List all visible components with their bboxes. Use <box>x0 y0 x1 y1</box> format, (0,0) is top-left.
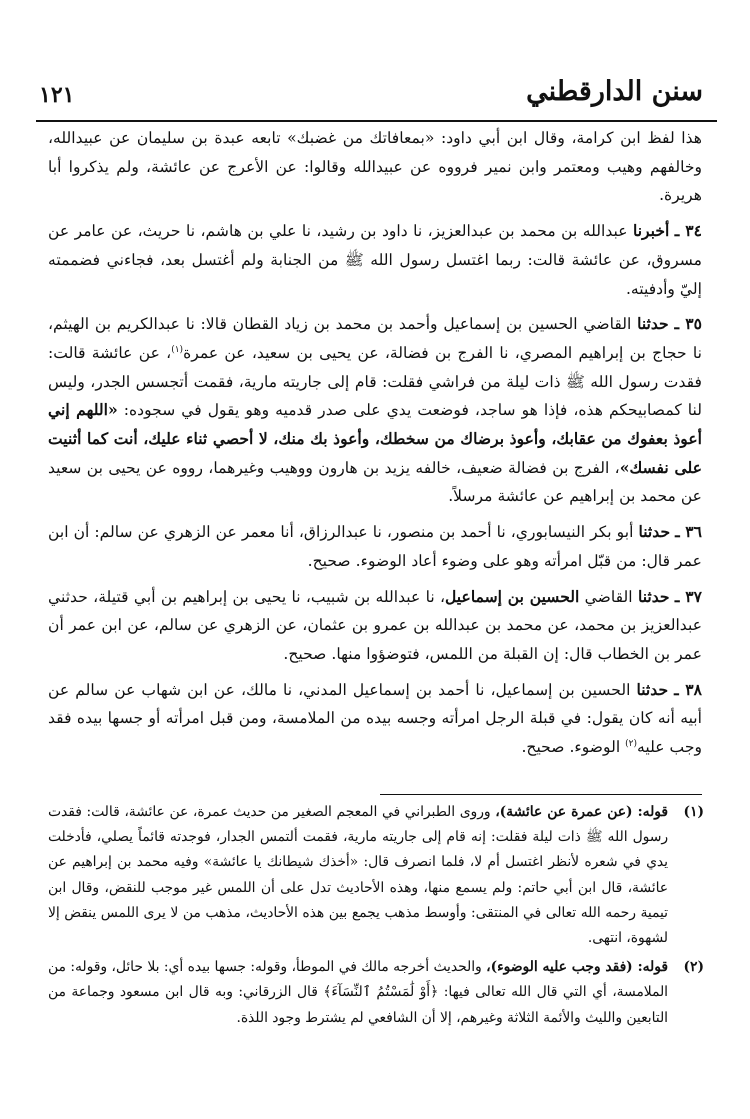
transmission-keyword: أخبرنا <box>632 221 670 241</box>
hadith-35 <box>48 310 702 511</box>
footnote-rule <box>380 794 702 795</box>
hadith-37 <box>48 583 702 669</box>
hadith-text: ، الفرج بن فضالة ضعيف، خالفه يزيد بن هارون ووهيب وغيرهما، رووه عن يحيى بن سعيد عن محمد بن إبراهيم عن عائشة مرسلاً. <box>48 458 702 506</box>
hadith-36 <box>48 518 702 575</box>
transmission-keyword: حدثنا <box>637 314 669 334</box>
hadith-text: الوضوء. <box>569 738 626 757</box>
hadith-number: ٣٧ ـ <box>674 586 702 606</box>
hadith-number: ٣٥ ـ <box>674 314 702 334</box>
hadith-text: ، عن عائشة قالت: فقدت رسول الله ﷺ ذات ليلة من فراشي فقلت: قام إلى جاريته مارية، فقمت أتجسس الجدر، وليس لنا كمصابيحكم هذه، فإذا هو ساجد، فوضعت يدي على صدر قدميه وهو يقول في سجوده: <box>48 343 702 420</box>
hadith-text: القاضي الحسين بن إسماعيل وأحمد بن محمد بن زياد القطان قالا: نا عبدالكريم بن الهيثم، نا حجاج بن إبراهيم المصري، نا الفرج بن فضالة، عن يحيى بن سعيد، عن عمرة <box>48 315 702 362</box>
footnote-text: وروى الطبراني في المعجم الصغير من حديث عمرة، عن عائشة، قالت: فقدت رسول الله ﷺ ذات ليلة فقلت: إنه قام إلى جاريته مارية، فقمت ألتمس الجدار، فوجدته قائماً يصلي، فأدخلت يدي في شعره لأنظر اغتسل أم لا، فلما انصرف قال: «أخذك شيطانك يا عائشة» وفيه محمد بن إبراهيم عن عائشة، قال ابن أبي حاتم: ولم يسمع منها، وهذه الأحاديث تدل على أن اللمس غير موجب للنقض، وقال ابن تيمية رحمه الله تعالى في المنتقى: وأوسط مذهب يجمع بين هذه الأحاديث، مذهب من لا يرى اللمس ينقض إلا لشهوة، انتهى. <box>48 804 668 947</box>
transmission-keyword: حدثنا <box>636 679 669 699</box>
footnote-number: (١) <box>683 804 704 820</box>
footnote-ref-1[interactable]: (١) <box>171 344 184 355</box>
page-number: ١٢١ <box>39 82 75 108</box>
narrator-name: الحسين بن إسماعيل <box>445 586 580 606</box>
hadith-text: القاضي <box>584 587 633 606</box>
hadith-34 <box>48 217 702 303</box>
page-header <box>33 74 717 122</box>
main-text <box>48 124 702 762</box>
hadith-number: ٣٦ ـ <box>675 522 702 542</box>
footnote-2 <box>48 955 704 1031</box>
hadith-text: ، نا عبدالله بن شبيب، نا يحيى بن إبراهيم بن أبي قتيلة، حدثني عبدالعزيز بن محمد، عن محمد بن عبدالله بن عمرو بن عثمان، عن الزهري عن سالم، عن ابن عمر أن عمر بن الخطاب قال: إن القبلة من اللمس، فتوضؤوا منها. <box>48 587 702 663</box>
footnotes <box>48 800 704 1035</box>
hadith-grade: صحيح. <box>307 551 351 570</box>
footnote-label: قوله: (عن عمرة عن عائشة)، <box>495 804 668 820</box>
hadith-text: أبو بكر النيسابوري، نا أحمد بن منصور، نا عبدالرزاق، أنا معمر عن الزهري عن سالم: أن ابن عمر قال: من قبّل امرأته وهو على وضوء أعاد الوضوء. <box>48 523 702 570</box>
transmission-keyword: حدثنا <box>638 522 671 542</box>
hadith-grade: صحيح. <box>521 738 565 757</box>
footnote-number: (٢) <box>683 959 704 976</box>
footnote-text: والحديث أخرجه مالك في الموطأ، وقوله: جسها بيده أي: بلا حائل، وقوله: من الملامسة، أي التي قال الله تعالى فيها: ﴿أَوْ لَٰمَسْتُمُ ٱلنِّسَآءَ﴾ قال الزرقاني: وبه قال ابن مسعود وجماعة من التابعين والليث والأئمة الثلاثة وغيرهم، إلا أن الشافعي لم يشترط وجود اللذة. <box>48 959 668 1026</box>
footnote-ref-2[interactable]: (٢) <box>625 738 638 749</box>
hadith-text: الحسين بن إسماعيل، نا أحمد بن إسماعيل المدني، نا مالك، عن ابن شهاب عن سالم عن أبيه أنه كان يقول: في قبلة الرجل امرأته وجسه بيده من الملامسة، ومن قبل امرأته أو جسها بيده فقد وجب عليه <box>48 680 702 757</box>
hadith-grade: صحيح. <box>283 644 327 663</box>
footnote-label: قوله: (فقد وجب عليه الوضوء)، <box>486 959 668 976</box>
footnote-1 <box>48 800 704 951</box>
hadith-text: عبدالله بن محمد بن عبدالعزيز، نا داود بن رشيد، نا علي بن هاشم، نا حريث، عن عامر عن مسروق، عن عائشة قالت: ربما اغتسل رسول الله ﷺ من الجنابة ولم أغتسل بعد، فجاءني فضممته إليّ وأدفيته. <box>48 222 702 298</box>
book-title: سنن الدارقطني <box>526 76 703 107</box>
prayer-text: «اللهم إني أعوذ بعفوك من عقابك، وأعوذ برضاك من سخطك، وأعوذ بك منك، لا أحصي ثناء عليك، أنت كما أثنيت على نفسك» <box>48 400 702 477</box>
hadith-number: ٣٤ ـ <box>674 221 702 241</box>
hadith-number: ٣٨ ـ <box>674 679 702 699</box>
intro-paragraph: هذا لفظ ابن كرامة، وقال ابن أبي داود: «بمعافاتك من غضبك» تابعه عبدة بن سليمان عن عبيدالله، وخالفهم وهيب ومعتمر وابن نمير فرووه عن عبيدالله وقالوا: عن الأعرج عن عائشة، ولم يذكروا أبا هريرة. <box>48 129 702 205</box>
transmission-keyword: حدثنا <box>637 586 670 606</box>
hadith-38 <box>48 676 702 762</box>
header-rule <box>36 120 717 122</box>
